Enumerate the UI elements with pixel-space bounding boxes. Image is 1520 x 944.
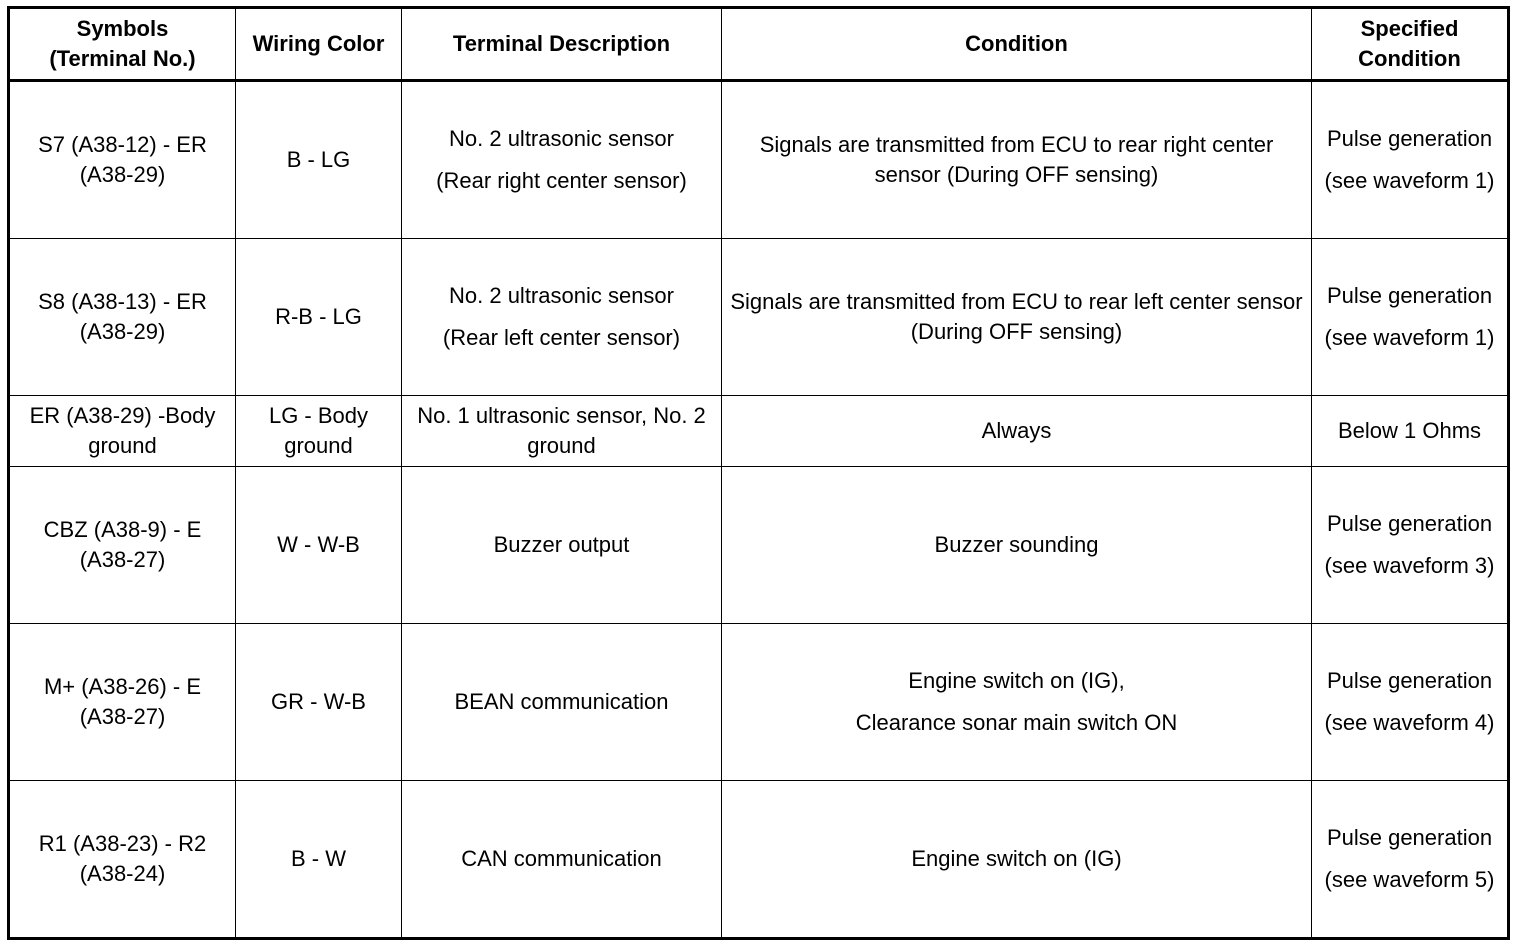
cell-specified-condition: Pulse generation (see waveform 3) <box>1312 467 1509 624</box>
header-symbols: Symbols (Terminal No.) <box>9 8 236 81</box>
cell-wiring-color: B - W <box>236 781 402 939</box>
cell-terminal-description: CAN communication <box>402 781 722 939</box>
cell-wiring-color: B - LG <box>236 81 402 239</box>
table-row <box>9 467 1509 624</box>
table-header-row <box>9 8 1509 81</box>
cell-terminal-description: BEAN communication <box>402 624 722 781</box>
cell-symbol: R1 (A38-23) - R2 (A38-24) <box>9 781 236 939</box>
terminal-spec-table <box>7 6 1510 940</box>
header-wiring-color: Wiring Color <box>236 8 402 81</box>
header-specified-condition: Specified Condition <box>1312 8 1509 81</box>
cell-wiring-color: W - W-B <box>236 467 402 624</box>
cell-condition: Signals are transmitted from ECU to rear right center sensor (During OFF sensing) <box>722 81 1312 239</box>
cell-symbol: CBZ (A38-9) - E (A38-27) <box>9 467 236 624</box>
cell-wiring-color: GR - W-B <box>236 624 402 781</box>
cell-symbol: S7 (A38-12) - ER (A38-29) <box>9 81 236 239</box>
cell-condition: Signals are transmitted from ECU to rear left center sensor (During OFF sensing) <box>722 239 1312 396</box>
cell-condition: Always <box>722 396 1312 467</box>
table-row <box>9 396 1509 467</box>
cell-condition: Engine switch on (IG), Clearance sonar main switch ON <box>722 624 1312 781</box>
table-row <box>9 81 1509 239</box>
cell-specified-condition: Pulse generation (see waveform 1) <box>1312 81 1509 239</box>
table-row <box>9 239 1509 396</box>
cell-terminal-description: No. 1 ultrasonic sensor, No. 2 ground <box>402 396 722 467</box>
cell-symbol: S8 (A38-13) - ER (A38-29) <box>9 239 236 396</box>
table-row <box>9 624 1509 781</box>
cell-terminal-description: Buzzer output <box>402 467 722 624</box>
cell-specified-condition: Pulse generation (see waveform 4) <box>1312 624 1509 781</box>
cell-specified-condition: Pulse generation (see waveform 1) <box>1312 239 1509 396</box>
cell-wiring-color: R-B - LG <box>236 239 402 396</box>
cell-condition: Engine switch on (IG) <box>722 781 1312 939</box>
cell-symbol: ER (A38-29) -Body ground <box>9 396 236 467</box>
cell-wiring-color: LG - Body ground <box>236 396 402 467</box>
cell-symbol: M+ (A38-26) - E (A38-27) <box>9 624 236 781</box>
cell-specified-condition: Pulse generation (see waveform 5) <box>1312 781 1509 939</box>
table-row <box>9 781 1509 939</box>
header-condition: Condition <box>722 8 1312 81</box>
cell-specified-condition: Below 1 Ohms <box>1312 396 1509 467</box>
cell-terminal-description: No. 2 ultrasonic sensor (Rear right center sensor) <box>402 81 722 239</box>
cell-terminal-description: No. 2 ultrasonic sensor (Rear left center sensor) <box>402 239 722 396</box>
cell-condition: Buzzer sounding <box>722 467 1312 624</box>
header-terminal-description: Terminal Description <box>402 8 722 81</box>
